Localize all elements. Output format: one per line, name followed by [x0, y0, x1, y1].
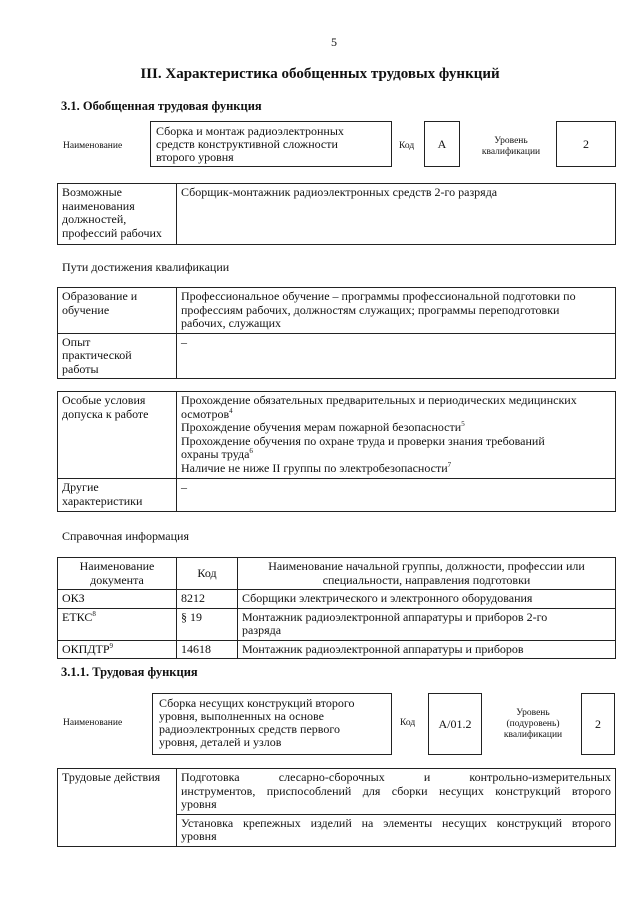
- action-item: [177, 769, 616, 815]
- reference-table: [57, 557, 616, 659]
- experience-label-line: работы: [62, 361, 99, 376]
- action-item-line: уровня: [181, 829, 217, 843]
- education-label: [58, 288, 177, 334]
- gtf-level-box: [556, 121, 616, 167]
- gtf-code-box: [424, 121, 460, 167]
- tf-code-label: Код: [400, 718, 416, 728]
- reference-heading: Справочная информация: [62, 529, 189, 543]
- ref-header-doc: [58, 558, 177, 590]
- paths-heading: Пути достижения квалификации: [62, 260, 230, 274]
- positions-value: Сборщик-монтажник радиоэлектронных средств 2-го разряда: [177, 184, 616, 245]
- action-item-line: уровня: [181, 797, 217, 811]
- footnote-ref: 5: [461, 420, 465, 428]
- other-label: [58, 479, 177, 512]
- other-value: –: [177, 479, 616, 512]
- ref-name-line: Монтажник радиоэлектронной аппаратуры и приборов 2-го: [242, 609, 548, 624]
- section-title: III. Характеристика обобщенных трудовых функций: [140, 66, 500, 82]
- tf-heading: 3.1.1. Трудовая функция: [61, 665, 198, 679]
- condition-line: [181, 408, 611, 422]
- other-label-line: Другие: [62, 480, 99, 494]
- ref-header-name: [238, 558, 616, 590]
- tf-name-box: [152, 693, 392, 755]
- ref-doc: [58, 590, 177, 609]
- positions-label: [58, 184, 177, 245]
- tf-name-line: уровня, выполненных на основе: [159, 709, 324, 723]
- condition-line: Прохождение обучения по охране труда и проверки знания требований: [181, 433, 545, 448]
- gtf-level-label: [470, 136, 552, 158]
- experience-label: [58, 333, 177, 379]
- tf-name-line: уровня, деталей и узлов: [159, 735, 282, 749]
- experience-value: –: [177, 333, 616, 379]
- ref-header-name-line: Наименование начальной группы, должности, профессии или: [268, 559, 585, 573]
- ref-code: § 19: [177, 608, 238, 640]
- ref-name-line: разряда: [242, 623, 282, 637]
- condition-text: Прохождение обучения мерам пожарной безопасности: [181, 420, 462, 434]
- tf-code-value: A/01.2: [438, 716, 472, 731]
- ref-name: Сборщики электрического и электронного оборудования: [238, 590, 616, 609]
- condition-text: охраны труда: [181, 447, 250, 461]
- footnote-ref: 6: [249, 447, 253, 455]
- other-label-line: характеристики: [62, 493, 143, 508]
- ref-header-code: Код: [177, 558, 238, 590]
- tf-level-box: [581, 693, 615, 755]
- tf-name-line: радиоэлектронных средств первого: [159, 722, 341, 736]
- positions-table: [57, 183, 616, 245]
- tf-level-label-line: Уровень: [516, 708, 550, 718]
- ref-doc: [58, 640, 177, 659]
- gtf-name-box: [150, 121, 392, 167]
- condition-line: Прохождение обязательных предварительных и периодических медицинских: [181, 393, 577, 407]
- education-label-line: обучение: [62, 302, 110, 317]
- gtf-level-label-line: квалификации: [481, 147, 541, 157]
- tf-level-label-line: (подуровень): [506, 719, 560, 729]
- table-row: [58, 590, 616, 609]
- gtf-code-value: A: [437, 136, 447, 151]
- table-row: [58, 640, 616, 659]
- positions-label-line: профессий рабочих: [62, 225, 162, 240]
- tf-level-label: [491, 708, 575, 741]
- footnote-ref: 7: [447, 460, 452, 469]
- tf-level-value: 2: [595, 716, 601, 731]
- condition-line: [181, 448, 611, 462]
- ref-name: [238, 608, 616, 640]
- gtf-name-line: Сборка и монтаж радиоэлектронных: [156, 124, 344, 138]
- condition-line: [181, 462, 611, 476]
- positions-label-line: должностей,: [62, 212, 127, 226]
- positions-label-line: наименования: [62, 198, 135, 213]
- ref-doc-text: ЕТКС: [62, 609, 93, 624]
- conditions-label: [58, 392, 177, 479]
- ref-name: Монтажник радиоэлектронной аппаратуры и приборов: [238, 640, 616, 659]
- education-value: [177, 288, 616, 334]
- education-value-line: профессиям рабочих, должностям служащих; программы переподготовки: [181, 302, 560, 317]
- conditions-value: [177, 392, 616, 479]
- tf-code-box: [428, 693, 482, 755]
- gtf-name-label: Наименование: [63, 141, 123, 151]
- ref-code: 8212: [177, 590, 238, 609]
- gtf-level-value: 2: [583, 136, 589, 151]
- action-item-line: Установка крепежных изделий на элементы несущих конструкций второго: [181, 815, 611, 830]
- footnote-ref: 9: [109, 641, 114, 650]
- conditions-table: [57, 391, 616, 512]
- gtf-level-label-line: Уровень: [494, 136, 528, 146]
- ref-doc-text: ОКПДТР: [62, 641, 110, 656]
- ref-code: 14618: [177, 640, 238, 659]
- gtf-name-line: второго уровня: [156, 150, 234, 164]
- education-table: [57, 287, 616, 379]
- gtf-name-line: средств конструктивной сложности: [156, 137, 338, 151]
- education-value-line: рабочих, служащих: [181, 316, 282, 330]
- ref-header-name-line: специальности, направления подготовки: [322, 572, 531, 587]
- gtf-heading: 3.1. Обобщенная трудовая функция: [61, 99, 262, 113]
- actions-table: [57, 768, 616, 847]
- ref-header-doc-line: документа: [90, 572, 144, 587]
- ref-doc-text: ОКЗ: [62, 591, 85, 605]
- page-number: 5: [331, 35, 337, 49]
- table-row: [58, 608, 616, 640]
- gtf-code-label: Код: [399, 141, 415, 151]
- conditions-label-line: Особые условия: [62, 393, 146, 407]
- tf-name-line: Сборка несущих конструкций второго: [159, 696, 355, 710]
- condition-text: Наличие не ниже II группы по электробезопасности: [181, 460, 448, 475]
- footnote-ref: 8: [92, 609, 96, 618]
- education-label-line: Образование и: [62, 289, 138, 303]
- action-item: [177, 814, 616, 846]
- conditions-label-line: допуска к работе: [62, 406, 149, 421]
- positions-label-line: Возможные: [62, 185, 122, 199]
- tf-name-label: Наименование: [63, 718, 123, 728]
- experience-label-line: практической: [62, 348, 132, 362]
- actions-label: Трудовые действия: [58, 769, 177, 847]
- action-item-line: Подготовка слесарно-сборочных и контрольно-измерительных: [181, 770, 611, 784]
- education-value-line: Профессиональное обучение – программы профессиональной подготовки по: [181, 289, 576, 303]
- footnote-ref: 4: [229, 406, 233, 415]
- experience-label-line: Опыт: [62, 334, 91, 349]
- ref-doc: [58, 608, 177, 640]
- condition-line: [181, 421, 611, 435]
- tf-level-label-line: квалификации: [503, 730, 563, 740]
- action-item-line: инструментов, приспособлений для сборки несущих конструкций второго: [181, 783, 611, 798]
- condition-text: осмотров: [181, 406, 230, 421]
- ref-header-doc-line: Наименование: [79, 559, 155, 573]
